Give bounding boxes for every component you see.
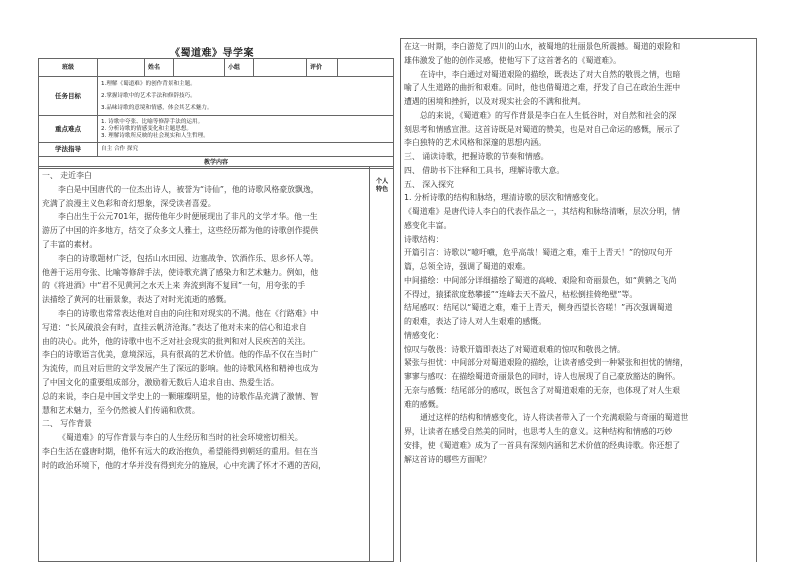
text-line: 《蜀道难》的写作背景与李白的人生经历和当时的社会环境密切相关。: [58, 433, 303, 443]
key-points-content: [98, 116, 394, 143]
text-line: 李白独特的艺术风格和深邃的思想内涵。: [404, 138, 547, 148]
text-line: 开篇引言：诗歌以“噫吁嚱，危乎高哉！蜀道之难，难于上青天！”的惊叹句开: [404, 248, 673, 258]
goals-table: [38, 76, 394, 169]
key-point-line: 3. 理解诗歌所反映的社会现实和人生哲理。: [101, 132, 209, 139]
section-heading: 四、 借助书下注释和工具书，理解诗歌大意。: [404, 165, 565, 175]
class-label: 班级: [39, 59, 98, 77]
text-line: 他善于运用夸张、比喻等修辞手法，使诗歌充满了感染力和艺术魅力。例如，他: [42, 267, 319, 277]
text-line: 法描绘了黄河的壮丽景象，表达了对时光流逝的感慨。: [42, 295, 232, 305]
name-field[interactable]: [174, 59, 225, 77]
text-line: 不得过，猿猱欲度愁攀援”“连峰去天不盈尺，枯松倒挂倚绝壁”等。: [404, 289, 638, 299]
text-line: 写道：“长风破浪会有时，直挂云帆济沧海。”表达了他对未来的信心和追求自: [42, 322, 307, 332]
goal-line: 2.掌握诗歌中的艺术手法和修辞技巧。: [101, 92, 196, 99]
text-line: 寥寥与感叹：在描绘蜀道奇丽景色的同时，诗人也展现了自己豪放豁达的胸怀。: [404, 372, 681, 381]
text-line: 总的来说，李白是中国文学史上的一颗璀璨明星，他的诗歌作品充满了激情、智: [42, 391, 319, 401]
text-line: 结尾感叹：结尾以“蜀道之难，难于上青天，侧身西望长咨嗟！”再次强调蜀道: [404, 303, 673, 313]
name-label: 姓名: [145, 59, 174, 77]
group-field[interactable]: [254, 59, 307, 77]
text-line: 喻了人生道路的曲折和艰难。同时，他也借蜀道之难，抒发了自己在政治生涯中: [404, 83, 681, 93]
text-line: 难的感慨。: [404, 399, 444, 409]
text-line: 情感变化：: [404, 330, 444, 340]
text-line: 李白出生于公元701年，据传他年少时便展现出了非凡的文学才华。他一生: [58, 212, 318, 222]
text-line: 为流传，而且对后世的文学发展产生了深远的影响。他的诗歌风格和精神也成为: [42, 364, 319, 374]
section-heading: 二、 写作背景: [42, 419, 92, 429]
text-line: 安排，使《蜀道难》成为了一首具有深刻内涵和艺术价值的经典诗歌。你还想了: [404, 440, 681, 450]
text-line: 慧和艺术魅力，至今仍然被人们传诵和欣赏。: [42, 405, 200, 415]
text-line: 了丰富的素材。: [42, 239, 98, 249]
text-line: 感变化丰富。: [404, 220, 452, 230]
side-column: [369, 166, 394, 562]
text-line: 了中国文化的重要组成部分，激励着无数后人追求自由、热爱生活。: [42, 377, 279, 387]
text-line: 惊叹与敬畏：诗歌开篇即表达了对蜀道艰难的惊叹和敬畏之情。: [404, 344, 625, 354]
class-field[interactable]: [98, 59, 145, 77]
text-line: 诗歌结构：: [404, 234, 444, 244]
text-line: 由的决心。此外，他的诗歌中也不乏对社会现实的批判和对人民疾苦的关注。: [42, 336, 311, 346]
review-field[interactable]: [338, 59, 394, 77]
text-line: 充满了浪漫主义色彩和奇幻想象，深受读者喜爱。: [42, 198, 216, 208]
text-line: 李白的诗歌语言优美，意境深远，具有很高的艺术价值。他的作品不仅在当时广: [42, 350, 319, 360]
text-line: 通过这样的结构和情感变化，诗人将读者带入了一个充满艰险与奇丽的蜀道世: [420, 413, 689, 423]
text-line: 游历了中国的许多地方，结交了众多文人雅士，这些经历都为他的诗歌创作提供: [42, 226, 319, 236]
group-label: 小组: [225, 59, 254, 77]
text-line: 的《将进酒》中“君不见黄河之水天上来 奔流到海不复回”一句，用夸张的手: [42, 281, 306, 291]
right-text: [404, 40, 754, 466]
side-label: 个人特色: [375, 178, 389, 193]
text-line: 无奈与感慨：结尾部分的感叹，既包含了对蜀道艰难的无奈，也体现了对人生艰: [404, 385, 681, 395]
text-line: 解这首诗的哪些方面呢？: [404, 454, 491, 464]
text-line: 刻思考和情感宣泄。这首诗既是对蜀道的赞美，也是对自己命运的感慨，展示了: [404, 124, 681, 134]
section-heading: 一、 走近李白: [42, 171, 92, 180]
goals-content: [98, 77, 394, 116]
text-line: 遭遇的困境和挫折，以及对现实社会的不满和批判。: [404, 97, 586, 106]
text-line: 总的来说，《蜀道难》的写作背景是李白在人生低谷时，对自然和社会的深: [420, 110, 677, 120]
goal-line: 3.品味诗歌的意境和情感，体会其艺术魅力。: [101, 104, 213, 111]
text-line: 李白是中国唐代的一位杰出诗人，被誉为“诗仙”，他的诗歌风格豪放飘逸，: [58, 184, 319, 194]
key-points-label: 重点难点: [39, 116, 98, 143]
section-heading: 五、 深入探究: [404, 179, 454, 189]
key-point-line: 1. 诗歌中夸张、比喻等修辞手法的运用。: [101, 118, 204, 125]
text-line: 雄伟激发了他的创作灵感，使他写下了这首著名的《蜀道难》。: [404, 55, 621, 65]
text-line: 李白的诗歌也常常表达他对自由的向往和对现实的不满。他在《行路难》中: [58, 308, 319, 318]
key-point-line: 2. 分析诗歌的情感变化和主题思想。: [101, 125, 193, 132]
left-text: [42, 169, 367, 473]
text-line: 紧张与担忧：中间部分对蜀道艰险的描绘，让读者感受到一种紧张和担忧的情绪，: [404, 358, 689, 368]
text-line: 中间描绘：中间部分详细描绘了蜀道的高峻、艰险和奇丽景色，如“黄鹤之飞尚: [404, 275, 677, 285]
goals-label: 任务目标: [39, 77, 98, 116]
text-line: 《蜀道难》是唐代诗人李白的代表作品之一，其结构和脉络清晰，层次分明，情: [404, 207, 681, 216]
text-line: 李白的诗歌题材广泛，包括山水田园、边塞战争、饮酒作乐、思乡怀人等。: [58, 253, 319, 263]
goal-line: 1.理解《蜀道难》的创作背景和主题。: [101, 80, 196, 87]
text-line: 界，让读者在感受自然美的同时，也思考人生的意义。这种结构和情感的巧妙: [404, 427, 673, 436]
text-line: 的艰难，表达了诗人对人生艰难的感慨。: [404, 317, 547, 326]
text-line: 在诗中，李白通过对蜀道艰险的描绘，既表达了对大自然的敬畏之情，也暗: [420, 69, 681, 79]
method-label: 学法指导: [39, 143, 98, 157]
page-title: 《蜀道难》导学案: [170, 48, 254, 59]
content-header: 教学内容: [39, 157, 394, 169]
text-line: 在这一时期，李白游览了四川的山水，被蜀地的壮丽景色所震撼。蜀道的艰险和: [404, 42, 681, 51]
info-table: [38, 58, 394, 77]
review-label: 评价: [307, 59, 338, 77]
text-line: 1. 分析诗歌的结构和脉络，理清诗歌的层次和情感变化。: [404, 193, 604, 203]
section-heading: 三、 诵读诗歌，把握诗歌的节奏和情感。: [404, 152, 549, 161]
text-line: 李白生活在盛唐时期，他怀有远大的政治抱负，希望能得到朝廷的重用。但在当: [42, 446, 319, 456]
text-line: 篇，总领全诗，强调了蜀道的艰难。: [404, 262, 531, 271]
text-line: 时的政治环境下，他的才华并没有得到充分的施展，心中充满了怀才不遇的苦闷，: [42, 460, 327, 470]
method-value: 自主 合作 探究: [98, 143, 394, 157]
